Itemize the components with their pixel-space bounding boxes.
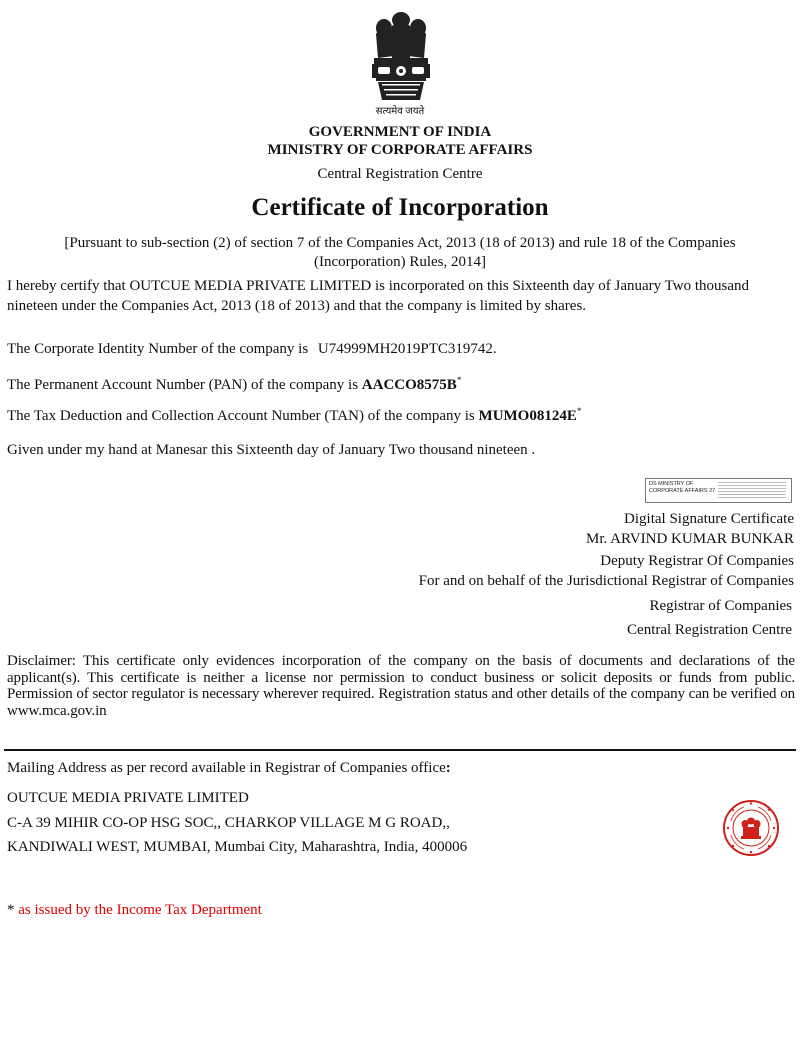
pursuant-clause: [Pursuant to sub-section (2) of section 7 of the Companies Act, 2013 (18 of 2013) and rule 18 of the Companies (Incorporation) Rules, 2014]	[64, 235, 736, 270]
given-line: Given under my hand at Manesar this Sixteenth day of January Two thousand nineteen .	[7, 442, 536, 458]
stamp-line-2: CORPORATE AFFAIRS 27	[649, 488, 716, 494]
registration-centre: Central Registration Centre	[317, 166, 483, 182]
stamp-line-1: DS MINISTRY OF	[649, 481, 694, 487]
mailing-heading-text: Mailing Address as per record available in Registrar of Companies office	[7, 760, 446, 776]
stamp-fine-print	[718, 482, 786, 500]
mailing-heading-colon: :	[445, 760, 451, 776]
government-line: GOVERNMENT OF INDIA	[308, 124, 492, 140]
cin-value: U74999MH2019PTC319742.	[317, 341, 497, 357]
pan-asterisk: *	[456, 375, 462, 385]
signature-registrar: Registrar of Companies	[649, 598, 792, 614]
ministry-line: MINISTRY OF CORPORATE AFFAIRS	[267, 142, 533, 158]
signature-designation: Deputy Registrar Of Companies	[600, 553, 794, 569]
state-emblem-icon	[362, 4, 440, 104]
certify-paragraph: I hereby certify that OUTCUE MEDIA PRIVATE LIMITED is incorporated on this Sixteenth day of January Two thousand nineteen under the Companies Act, 2013 (18 of 2013) and that the company is limited by shares.	[7, 278, 750, 314]
pan-label: The Permanent Account Number (PAN) of the company is	[7, 377, 359, 393]
signature-behalf: For and on behalf of the Jurisdictional Registrar of Companies	[418, 573, 794, 589]
cin-line	[7, 341, 497, 358]
emblem-motto: सत्यमेव जयते	[375, 106, 425, 117]
cin-label: The Corporate Identity Number of the company is	[7, 341, 309, 357]
footnote	[7, 902, 262, 919]
digital-signature-stamp	[645, 478, 792, 503]
mca-seal-icon	[722, 799, 780, 857]
page-title: Certificate of Incorporation	[251, 194, 549, 221]
tan-value: MUMO08124E	[478, 408, 577, 424]
signature-centre: Central Registration Centre	[627, 622, 792, 638]
stamp-text	[649, 481, 715, 495]
disclaimer: Disclaimer: This certificate only evidences incorporation of the company on the basis of documents and declarations of the applicant(s). This certificate is neither a license nor permission to conduct business or solicit deposits or funds from public. Permission of sector regulator is necessary wherever required. Registration status and other details of the company can be verified on www.mca.gov.in	[7, 653, 795, 719]
mailing-heading	[7, 760, 451, 777]
footnote-star: *	[7, 902, 15, 918]
signature-name: Mr. ARVIND KUMAR BUNKAR	[586, 531, 794, 547]
tan-line	[7, 406, 581, 425]
divider	[4, 749, 796, 751]
mailing-company: OUTCUE MEDIA PRIVATE LIMITED	[7, 790, 249, 806]
pan-line	[7, 375, 461, 394]
tan-asterisk: *	[576, 406, 582, 416]
mailing-address-1: C-A 39 MIHIR CO-OP HSG SOC,, CHARKOP VILLAGE M G ROAD,,	[7, 815, 450, 831]
government-heading	[0, 123, 800, 159]
footnote-text: as issued by the Income Tax Department	[14, 902, 262, 918]
signature-line-1: Digital Signature Certificate	[624, 511, 794, 527]
tan-label: The Tax Deduction and Collection Account Number (TAN) of the company is	[7, 408, 475, 424]
pan-value: AACCO8575B	[361, 377, 457, 393]
mailing-address-2: KANDIWALI WEST, MUMBAI, Mumbai City, Maharashtra, India, 400006	[7, 839, 468, 855]
